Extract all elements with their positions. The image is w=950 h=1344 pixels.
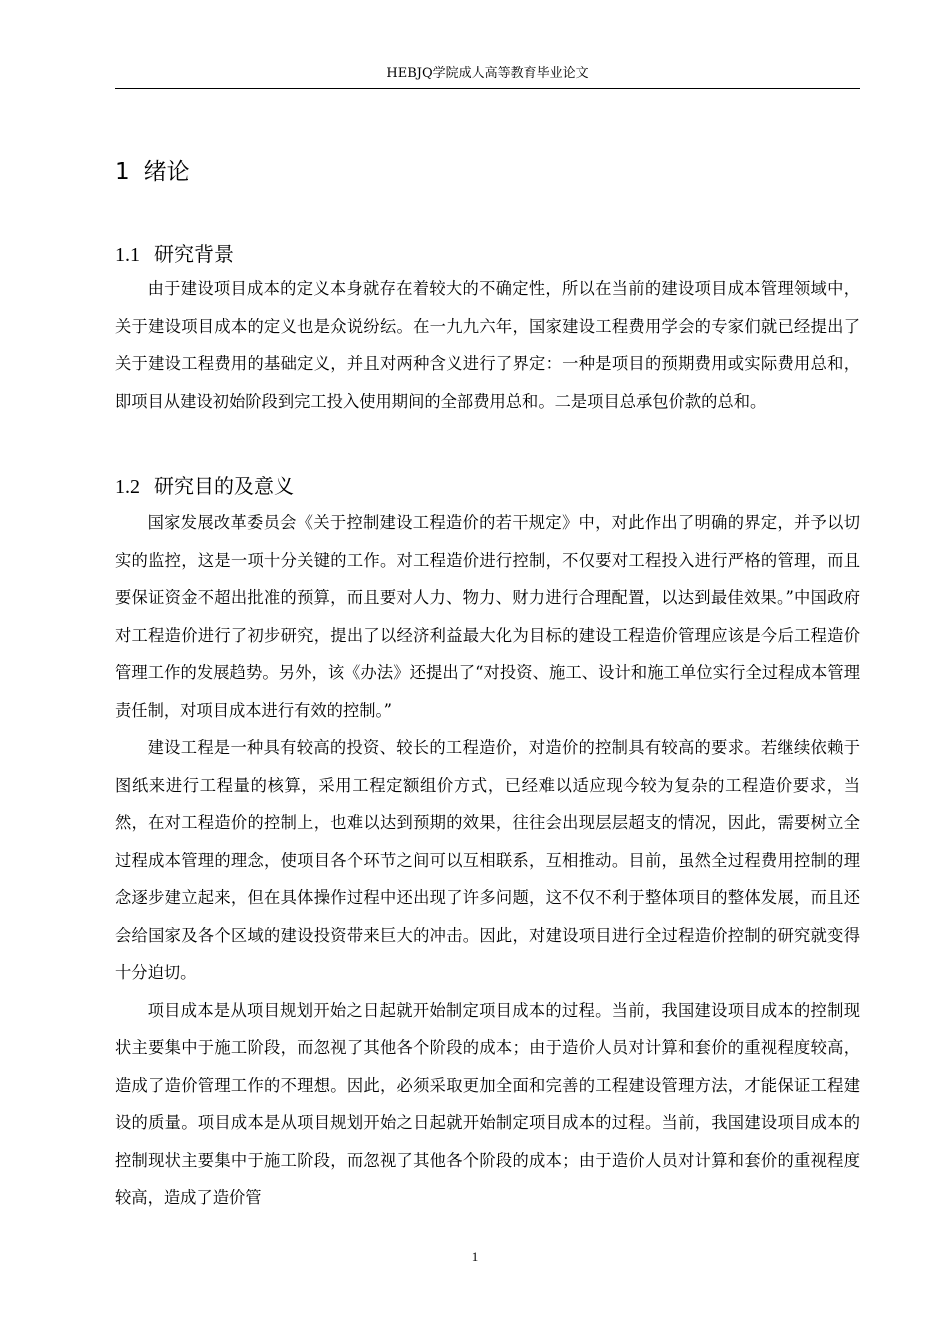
chapter-title [115, 156, 190, 188]
section-heading-1-2 [115, 472, 294, 501]
section-body-1-1 [115, 270, 860, 420]
page-number: 1 [471, 1249, 479, 1264]
paragraph: 建设工程是一种具有较高的投资、较长的工程造价，对造价的控制具有较高的要求。若继续依赖于图纸来进行工程量的核算，采用工程定额组价方式，已经难以适应现今较为复杂的工程造价要求，当然，在对工程造价的控制上，也难以达到预期的效果，往往会出现层层超支的情况，因此，需要树立全过程成本管理的理念，使项目各个环节之间可以互相联系，互相推动。目前，虽然全过程费用控制的理念逐步建立起来，但在具体操作过程中还出现了许多问题，这不仅不利于整体项目的整体发展，而且还会给国家及各个区域的建设投资带来巨大的冲击。因此，对建设项目进行全过程造价控制的研究就变得十分迫切。 [115, 738, 860, 982]
header-rule [115, 88, 860, 89]
section-number: 1.1 [115, 244, 140, 266]
running-header: HEBJQ学院成人高等教育毕业论文 [386, 66, 589, 81]
section-number: 1.2 [115, 476, 140, 498]
chapter-title-text: 绪论 [143, 159, 190, 185]
paragraph: 项目成本是从项目规划开始之日起就开始制定项目成本的过程。当前，我国建设项目成本的控制现状主要集中于施工阶段，而忽视了其他各个阶段的成本；由于造价人员对计算和套价的重视程度较高，造成了造价管理工作的不理想。因此，必须采取更加全面和完善的工程建设管理方法，才能保证工程建设的质量。项目成本是从项目规划开始之日起就开始制定项目成本的过程。当前，我国建设项目成本的控制现状主要集中于施工阶段，而忽视了其他各个阶段的成本；由于造价人员对计算和套价的重视程度较高，造成了造价管 [115, 1000, 860, 1207]
paragraph: 国家发展改革委员会《关于控制建设工程造价的若干规定》中，对此作出了明确的界定，并予以切实的监控，这是一项十分关键的工作。对工程造价进行控制，不仅要对工程投入进行严格的管理，而且要保证资金不超出批准的预算，而且要对人力、物力、财力进行合理配置，以达到最佳效果。”中国政府对工程造价进行了初步研究，提出了以经济利益最大化为目标的建设工程造价管理应该是今后工程造价管理工作的发展趋势。另外，该《办法》还提出了“对投资、施工、设计和施工单位实行全过程成本管理责任制，对项目成本进行有效的控制。” [115, 513, 860, 720]
section-heading-1-1 [115, 240, 234, 269]
paragraph: 由于建设项目成本的定义本身就存在着较大的不确定性，所以在当前的建设项目成本管理领域中，关于建设项目成本的定义也是众说纷纭。在一九九六年，国家建设工程费用学会的专家们就已经提出了关于建设工程费用的基础定义，并且对两种含义进行了界定：一种是项目的预期费用或实际费用总和，即项目从建设初始阶段到完工投入使用期间的全部费用总和。二是项目总承包价款的总和。 [115, 279, 860, 411]
section-body-1-2 [115, 504, 860, 1217]
chapter-number: 1 [115, 159, 130, 185]
section-title-text: 研究背景 [154, 242, 234, 266]
section-title-text: 研究目的及意义 [154, 474, 294, 498]
